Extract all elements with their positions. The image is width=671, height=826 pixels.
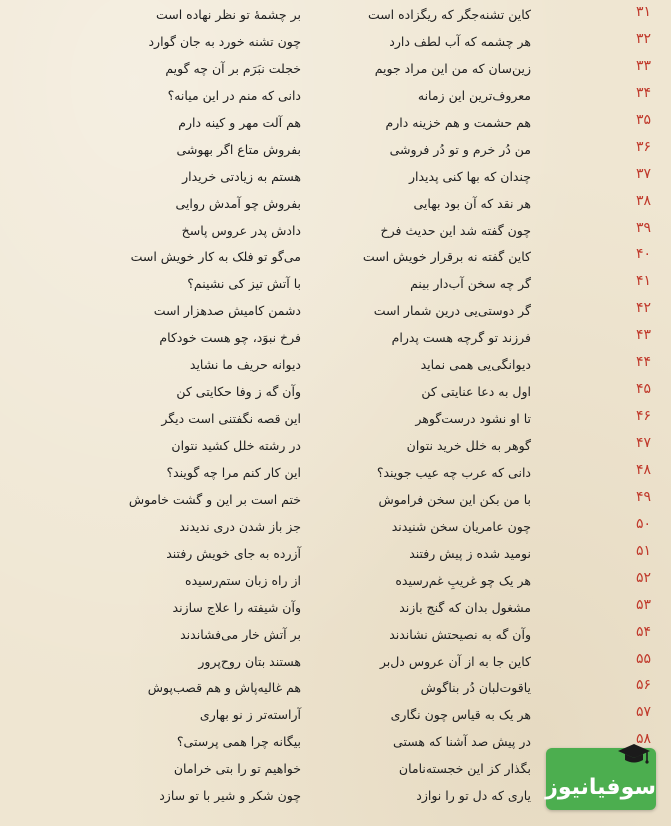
verse-row bbox=[0, 271, 671, 298]
verse-number: ۵۷ bbox=[635, 704, 651, 721]
second-hemistich: چون تشنه خورد به جان گوارد bbox=[148, 33, 301, 49]
second-hemistich: دانی که منم در این میانه؟ bbox=[167, 87, 301, 103]
verse-number: ۴۹ bbox=[635, 488, 651, 505]
verse-number: ۵۲ bbox=[635, 569, 651, 586]
verse-number: ۴۷ bbox=[635, 435, 651, 451]
verse-number: ۵۰ bbox=[635, 515, 651, 532]
verse-number: ۵۴ bbox=[635, 623, 651, 640]
first-hemistich: مشغول بدان که گنج بازند bbox=[399, 599, 531, 615]
second-hemistich: در رشته خلل کشید نتوان bbox=[171, 438, 301, 453]
verse-number: ۳۲ bbox=[635, 30, 651, 47]
verse-number: ۳۸ bbox=[635, 192, 651, 209]
first-hemistich: نومید شده ز پیش رفتند bbox=[409, 545, 531, 561]
verse-number: ۴۱ bbox=[635, 273, 651, 290]
verse-row bbox=[0, 379, 671, 406]
verse-row bbox=[0, 702, 671, 729]
verse-number: ۴۶ bbox=[635, 408, 651, 425]
second-hemistich: بفروش چو آمدش روایی bbox=[175, 195, 301, 211]
first-hemistich: تا او نشود درست‌گوهر bbox=[415, 411, 531, 427]
logo-text: سوفیانیوز bbox=[545, 775, 656, 800]
second-hemistich: هم آلت مهر و کینه دارم bbox=[178, 114, 301, 130]
second-hemistich: خواهیم تو را بتی خرامان bbox=[173, 761, 301, 777]
verse-row bbox=[0, 568, 671, 595]
second-hemistich: جز باز شدن دری ندیدند bbox=[179, 518, 301, 534]
first-hemistich: یاقوت‌لبان دُر بناگوش bbox=[420, 680, 531, 696]
second-hemistich: فرخ نبوَد، چو هست خودکام bbox=[159, 330, 301, 346]
first-hemistich: چون گفته شد این حدیث فرخ bbox=[380, 222, 531, 238]
second-hemistich: خجلت نبَرَم بر آن چه گویم bbox=[165, 60, 301, 76]
verse-number: ۵۶ bbox=[635, 677, 651, 694]
first-hemistich: هر چشمه که آب لطف دارد bbox=[389, 33, 531, 49]
first-hemistich: گر دوستی‌یی درین شمار است bbox=[373, 303, 531, 319]
verse-row bbox=[0, 541, 671, 568]
verse-row bbox=[0, 622, 671, 649]
second-hemistich: دشمن کامیش صدهزار است bbox=[153, 303, 301, 319]
verse-number: ۴۲ bbox=[635, 300, 651, 317]
first-hemistich: چون عامریان سخن شنیدند bbox=[391, 518, 531, 534]
second-hemistich: بر آتش خار می‌فشاندند bbox=[180, 626, 301, 642]
verse-row bbox=[0, 29, 671, 56]
first-hemistich: اول به دعا عنایتی کن bbox=[421, 384, 531, 400]
first-hemistich: با من بکن این سخن فراموش bbox=[378, 491, 531, 507]
second-hemistich: هم غالیه‌پاش و هم قصب‌پوش bbox=[147, 680, 301, 696]
verse-number: ۳۴ bbox=[635, 84, 651, 101]
second-hemistich: آراسته‌تر ز نو بهاری bbox=[199, 707, 301, 723]
verse-row bbox=[0, 649, 671, 676]
first-hemistich: در پیش صد آشنا که هستی bbox=[393, 734, 531, 750]
verse-number: ۴۰ bbox=[635, 246, 651, 263]
poem-verse-list bbox=[0, 2, 671, 810]
first-hemistich: فرزند تو گرچه هست پدرام bbox=[391, 330, 531, 346]
first-hemistich: دانی که عرب چه عیب جویند؟ bbox=[376, 464, 531, 480]
second-hemistich: می‌گو تو فلک به کار خویش است bbox=[130, 249, 301, 265]
second-hemistich: ختم است بر این و گشت خاموش bbox=[128, 491, 301, 507]
second-hemistich: بفروش متاع اگر بهوشی bbox=[176, 141, 301, 157]
first-hemistich: زین‌سان که من این مراد جویم bbox=[374, 60, 531, 76]
verse-number: ۵۱ bbox=[635, 542, 651, 559]
first-hemistich: گر چه سخن آب‌دار بینم bbox=[410, 276, 531, 292]
verse-number: ۳۹ bbox=[635, 219, 651, 236]
verse-number: ۴۵ bbox=[635, 381, 651, 398]
site-logo[interactable] bbox=[546, 748, 656, 810]
first-hemistich: چندان که بها کنی پدیدار bbox=[408, 168, 531, 184]
verse-row bbox=[0, 675, 671, 702]
verse-row bbox=[0, 514, 671, 541]
verse-row bbox=[0, 352, 671, 379]
second-hemistich: از راه زبان ستم‌رسیده bbox=[185, 572, 301, 588]
second-hemistich: دیوانه حریف ما نشاید bbox=[189, 357, 301, 373]
second-hemistich: چون شکر و شیر با تو سازد bbox=[159, 788, 301, 804]
second-hemistich: بر چشمهٔ تو نظر نهاده است bbox=[155, 7, 301, 22]
verse-number: ۳۵ bbox=[635, 111, 651, 128]
first-hemistich: هر یک به قیاس چون نگاری bbox=[390, 707, 531, 723]
verse-row bbox=[0, 244, 671, 271]
second-hemistich: هستند بتان روح‌پرور bbox=[198, 653, 301, 669]
verse-number: ۴۸ bbox=[635, 461, 651, 478]
second-hemistich: این کار کنم مرا چه گویند؟ bbox=[166, 464, 301, 480]
second-hemistich: با آتش تیز کی نشینم؟ bbox=[187, 276, 301, 292]
verse-row bbox=[0, 406, 671, 433]
verse-row bbox=[0, 298, 671, 325]
second-hemistich: وآن شیفته را علاج سازند bbox=[172, 599, 301, 615]
verse-row bbox=[0, 110, 671, 137]
second-hemistich: هستم به زیادتی خریدار bbox=[182, 168, 301, 184]
first-hemistich: هم حشمت و هم خزینه دارم bbox=[385, 114, 531, 130]
first-hemistich: کاین جا به از آن عروس دل‌بر bbox=[379, 653, 531, 669]
verse-number: ۴۳ bbox=[635, 327, 651, 344]
first-hemistich: وآن گه به نصیحتش نشاندند bbox=[389, 626, 531, 642]
second-hemistich: آزرده به جای خویش رفتند bbox=[166, 545, 301, 561]
second-hemistich: دادش پدر عروس پاسخ bbox=[181, 222, 301, 238]
verse-number: ۵۸ bbox=[635, 731, 651, 748]
verse-row bbox=[0, 191, 671, 218]
verse-row bbox=[0, 83, 671, 110]
first-hemistich: کاین تشنه‌جگر که ریگزاده است bbox=[367, 7, 531, 22]
verse-number: ۳۶ bbox=[635, 138, 651, 155]
verse-number: ۵۳ bbox=[635, 596, 651, 613]
verse-number: ۵۵ bbox=[635, 650, 651, 667]
first-hemistich: گوهر به خلل خرید نتوان bbox=[406, 438, 531, 453]
verse-number: ۳۳ bbox=[635, 57, 651, 74]
first-hemistich: کاین گفته نه برقرار خویش است bbox=[362, 249, 531, 265]
verse-row bbox=[0, 460, 671, 487]
verse-row bbox=[0, 2, 671, 29]
second-hemistich: وآن گه ز وفا حکایتی کن bbox=[176, 384, 301, 400]
second-hemistich: بیگانه چرا همی پرستی؟ bbox=[176, 734, 301, 750]
verse-row bbox=[0, 595, 671, 622]
second-hemistich: این قصه نگفتنی است دیگر bbox=[161, 411, 301, 427]
first-hemistich: معروف‌ترین این زمانه bbox=[417, 87, 531, 103]
first-hemistich: هر نقد که آن بود بهایی bbox=[413, 195, 531, 211]
verse-row bbox=[0, 218, 671, 245]
verse-number: ۳۷ bbox=[635, 165, 651, 182]
verse-number: ۳۱ bbox=[635, 4, 651, 20]
first-hemistich: یاری که دل تو را نوازد bbox=[416, 788, 531, 804]
first-hemistich: دیوانگی‌یی همی نماید bbox=[420, 357, 531, 373]
first-hemistich: هر یک چو غریبِ غم‌رسیده bbox=[395, 572, 531, 588]
first-hemistich: من دُر خرم و تو دُر فروشی bbox=[389, 141, 531, 157]
verse-number: ۴۴ bbox=[635, 354, 651, 371]
verse-row bbox=[0, 137, 671, 164]
verse-row bbox=[0, 487, 671, 514]
graduation-cap-icon bbox=[616, 742, 652, 766]
verse-row bbox=[0, 433, 671, 460]
first-hemistich: بگذار کز این خجسته‌نامان bbox=[398, 761, 531, 777]
verse-row bbox=[0, 56, 671, 83]
verse-row bbox=[0, 325, 671, 352]
verse-row bbox=[0, 164, 671, 191]
